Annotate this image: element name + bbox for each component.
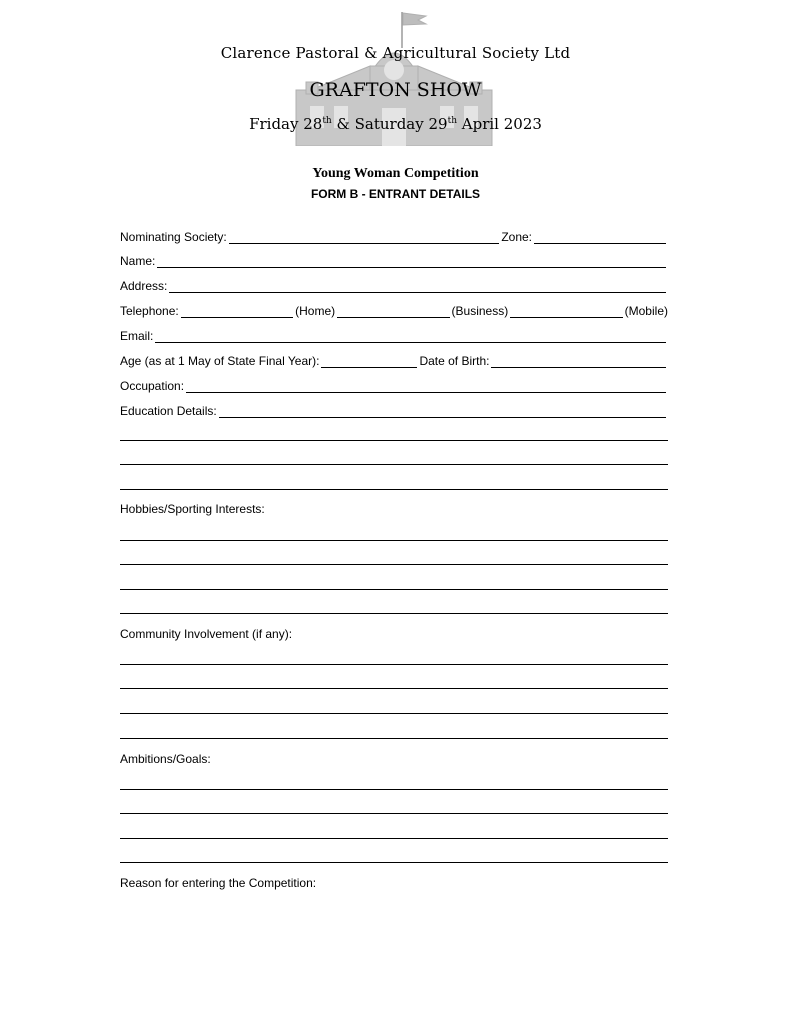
hobbies-label: Hobbies/Sporting Interests: [120, 502, 265, 516]
ambitions-label: Ambitions/Goals: [120, 752, 211, 766]
hobbies-line[interactable] [120, 564, 668, 565]
business-phone-field[interactable] [337, 305, 449, 318]
age-field[interactable] [321, 355, 417, 368]
zone-field[interactable] [534, 231, 666, 244]
address-row [120, 277, 668, 293]
nominating-society-row [120, 228, 668, 244]
name-row [120, 252, 668, 268]
dates-month-year: April 2023 [457, 115, 542, 133]
name-label: Name: [120, 254, 156, 268]
hobbies-line[interactable] [120, 589, 668, 590]
mobile-phone-field[interactable] [510, 305, 622, 318]
business-label: (Business) [451, 304, 509, 318]
email-label: Email: [120, 329, 154, 343]
email-row [120, 327, 668, 343]
mobile-label: (Mobile) [624, 304, 668, 318]
age-row [120, 352, 668, 368]
ambitions-line[interactable] [120, 838, 668, 839]
name-field[interactable] [157, 255, 666, 268]
community-line[interactable] [120, 713, 668, 714]
age-label: Age (as at 1 May of State Final Year): [120, 354, 320, 368]
ambitions-line[interactable] [120, 862, 668, 863]
competition-title: Young Woman Competition [312, 166, 479, 181]
community-label: Community Involvement (if any): [120, 627, 293, 641]
occupation-label: Occupation: [120, 379, 185, 393]
education-field[interactable] [219, 405, 666, 418]
home-label: (Home) [295, 304, 336, 318]
organisation-name: Clarence Pastoral & Agricultural Society Ltd [220, 44, 571, 62]
community-line[interactable] [120, 738, 668, 739]
nominating-society-label: Nominating Society: [120, 230, 227, 244]
community-line[interactable] [120, 664, 668, 665]
occupation-row [120, 377, 668, 393]
show-dates [0, 115, 791, 133]
occupation-field[interactable] [186, 380, 666, 393]
address-field[interactable] [169, 280, 666, 293]
education-line[interactable] [120, 464, 668, 465]
education-line[interactable] [120, 440, 668, 441]
dates-day2-suffix: th [447, 116, 457, 126]
home-phone-field[interactable] [181, 305, 293, 318]
hobbies-line[interactable] [120, 613, 668, 614]
telephone-label: Telephone: [120, 304, 179, 318]
dates-joiner: & Saturday 29 [331, 115, 448, 133]
dates-day1-suffix: th [322, 116, 332, 126]
letterhead [0, 0, 791, 150]
community-line[interactable] [120, 688, 668, 689]
dob-label: Date of Birth: [419, 354, 490, 368]
telephone-row [120, 302, 668, 318]
dates-day1: Friday 28 [249, 115, 323, 133]
ambitions-line[interactable] [120, 813, 668, 814]
address-label: Address: [120, 279, 168, 293]
zone-label: Zone: [501, 230, 532, 244]
education-line[interactable] [120, 489, 668, 490]
education-row [120, 402, 668, 418]
form-title: FORM B - ENTRANT DETAILS [310, 187, 481, 201]
nominating-society-field[interactable] [229, 231, 500, 244]
hobbies-line[interactable] [120, 540, 668, 541]
dob-field[interactable] [491, 355, 666, 368]
education-label: Education Details: [120, 404, 217, 418]
ambitions-line[interactable] [120, 789, 668, 790]
reason-label: Reason for entering the Competition: [120, 876, 317, 890]
email-field[interactable] [155, 330, 666, 343]
show-name: GRAFTON SHOW [309, 79, 482, 101]
